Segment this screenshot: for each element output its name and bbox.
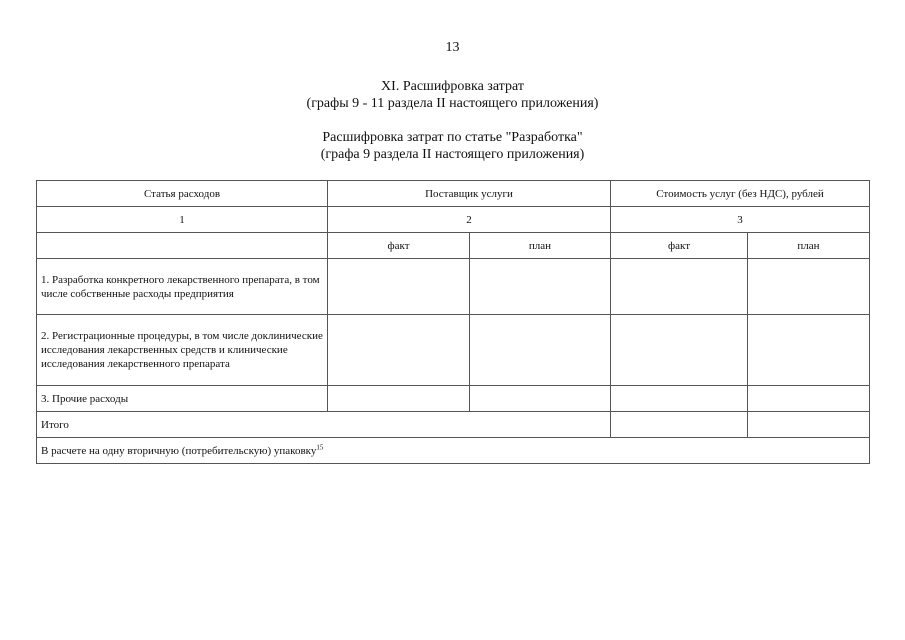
- table-subheader-row: [37, 233, 870, 259]
- empty-cell: [748, 259, 870, 315]
- table-total-row: [37, 412, 870, 438]
- table-row: [37, 386, 870, 412]
- table-number-row: [37, 207, 870, 233]
- table-per-pack-row: [37, 438, 870, 464]
- cost-breakdown-table: [36, 180, 870, 464]
- section-title: XI. Расшифровка затрат: [381, 79, 524, 94]
- per-pack-cell: [37, 438, 870, 464]
- page-number: 13: [445, 40, 460, 55]
- section-subtitle: (графы 9 - 11 раздела II настоящего приложения): [306, 96, 599, 111]
- header-service-provider: Поставщик услуги: [328, 181, 611, 207]
- table-row: [37, 315, 870, 386]
- row-label-registration: 2. Регистрационные процедуры, в том числе доклинические исследования лекарственных средств и клинические исследования лекарственного препарата: [37, 315, 328, 386]
- subheader-provider-fact: факт: [328, 233, 470, 259]
- empty-cell: [611, 315, 748, 386]
- total-label: Итого: [37, 412, 611, 438]
- subsection-subtitle: (графа 9 раздела II настоящего приложения): [320, 147, 585, 162]
- empty-cell: [328, 259, 470, 315]
- empty-cell: [328, 315, 470, 386]
- section-heading: [0, 78, 905, 112]
- column-number-3: 3: [611, 207, 870, 233]
- column-number-2: 2: [328, 207, 611, 233]
- subheader-cost-fact: факт: [611, 233, 748, 259]
- subheader-cost-plan: план: [748, 233, 870, 259]
- subsection-heading: [0, 129, 905, 163]
- empty-cell: [748, 315, 870, 386]
- row-label-development: 1. Разработка конкретного лекарственного препарата, в том числе собственные расходы предприятия: [37, 259, 328, 315]
- empty-cell: [470, 259, 611, 315]
- empty-cell: [611, 412, 748, 438]
- empty-cell: [611, 386, 748, 412]
- row-label-other-expenses: 3. Прочие расходы: [37, 386, 328, 412]
- column-number-1: 1: [37, 207, 328, 233]
- subheader-provider-plan: план: [470, 233, 611, 259]
- empty-cell: [328, 386, 470, 412]
- header-expense-item: Статья расходов: [37, 181, 328, 207]
- per-pack-label: В расчете на одну вторичную (потребительскую) упаковку: [41, 444, 317, 457]
- empty-cell: [748, 386, 870, 412]
- empty-cell: [611, 259, 748, 315]
- footnote-mark: 15: [316, 442, 324, 451]
- empty-cell: [748, 412, 870, 438]
- empty-cell: [37, 233, 328, 259]
- header-service-cost: Стоимость услуг (без НДС), рублей: [611, 181, 870, 207]
- table-row: [37, 259, 870, 315]
- table-header-row: [37, 181, 870, 207]
- empty-cell: [470, 315, 611, 386]
- subsection-title: Расшифровка затрат по статье "Разработка": [322, 130, 583, 145]
- empty-cell: [470, 386, 611, 412]
